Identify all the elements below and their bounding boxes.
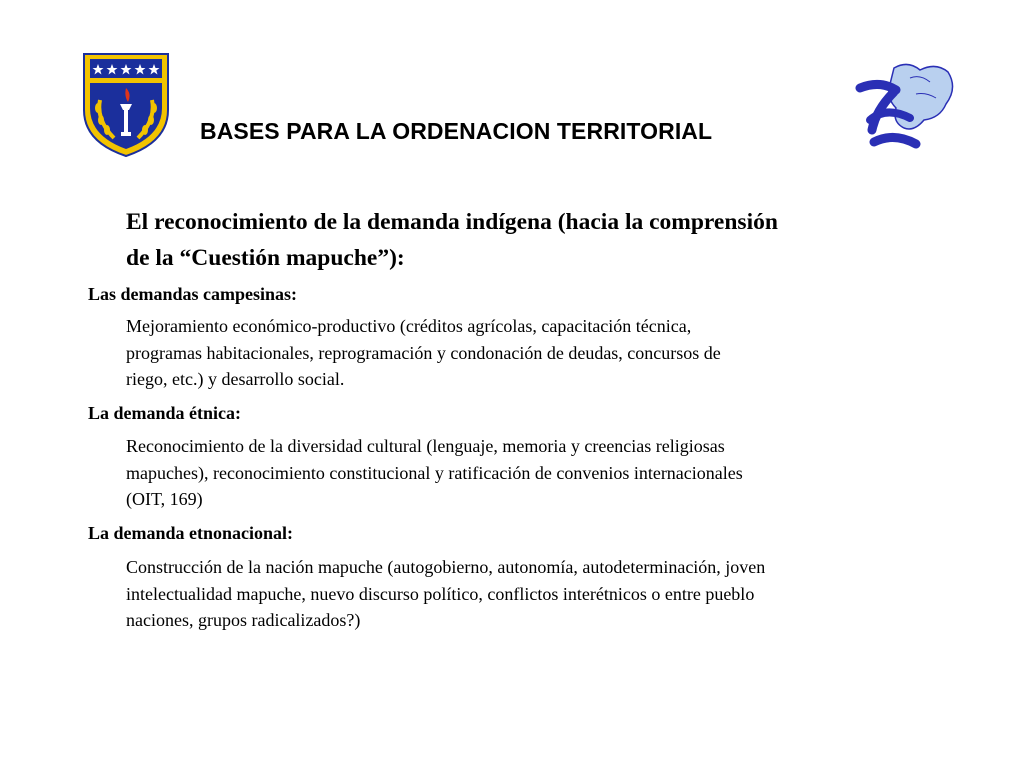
map-letter-logo-icon (850, 58, 960, 158)
body-line: Reconocimiento de la diversidad cultural (lenguaje, memoria y creencias religiosas (126, 436, 725, 456)
body-line: Mejoramiento económico-productivo (créditos agrícolas, capacitación técnica, (126, 316, 692, 336)
section-body-etnonacional (126, 554, 986, 634)
body-line: naciones, grupos radicalizados?) (126, 610, 361, 630)
body-line: riego, etc.) y desarrollo social. (126, 369, 345, 389)
page-title: BASES PARA LA ORDENACION TERRITORIAL (200, 118, 713, 144)
section-title-campesinas: Las demandas campesinas: (88, 284, 298, 304)
intro-line-2: de la “Cuestión mapuche”): (126, 245, 405, 271)
intro-heading (126, 204, 966, 276)
body-line: mapuches), reconocimiento constitucional y ratificación de convenios internacionales (126, 462, 743, 483)
section-title-etnonacional: La demanda etnonacional: (88, 523, 294, 543)
section-body-campesinas (126, 313, 986, 393)
body-line: programas habitacionales, reprogramación y condonación de deudas, concursos de (126, 342, 721, 363)
body-line: intelectualidad mapuche, nuevo discurso político, conflictos interétnicos o entre pueblo (126, 583, 755, 604)
university-crest-icon (80, 50, 172, 158)
intro-line-1: El reconocimiento de la demanda indígena (hacia la comprensión (126, 209, 778, 235)
section-body-etnica (126, 433, 986, 513)
section-title-etnica: La demanda étnica: (88, 403, 241, 423)
body-line: Construcción de la nación mapuche (autogobierno, autonomía, autodeterminación, joven (126, 557, 766, 577)
body-line: (OIT, 169) (126, 489, 203, 509)
